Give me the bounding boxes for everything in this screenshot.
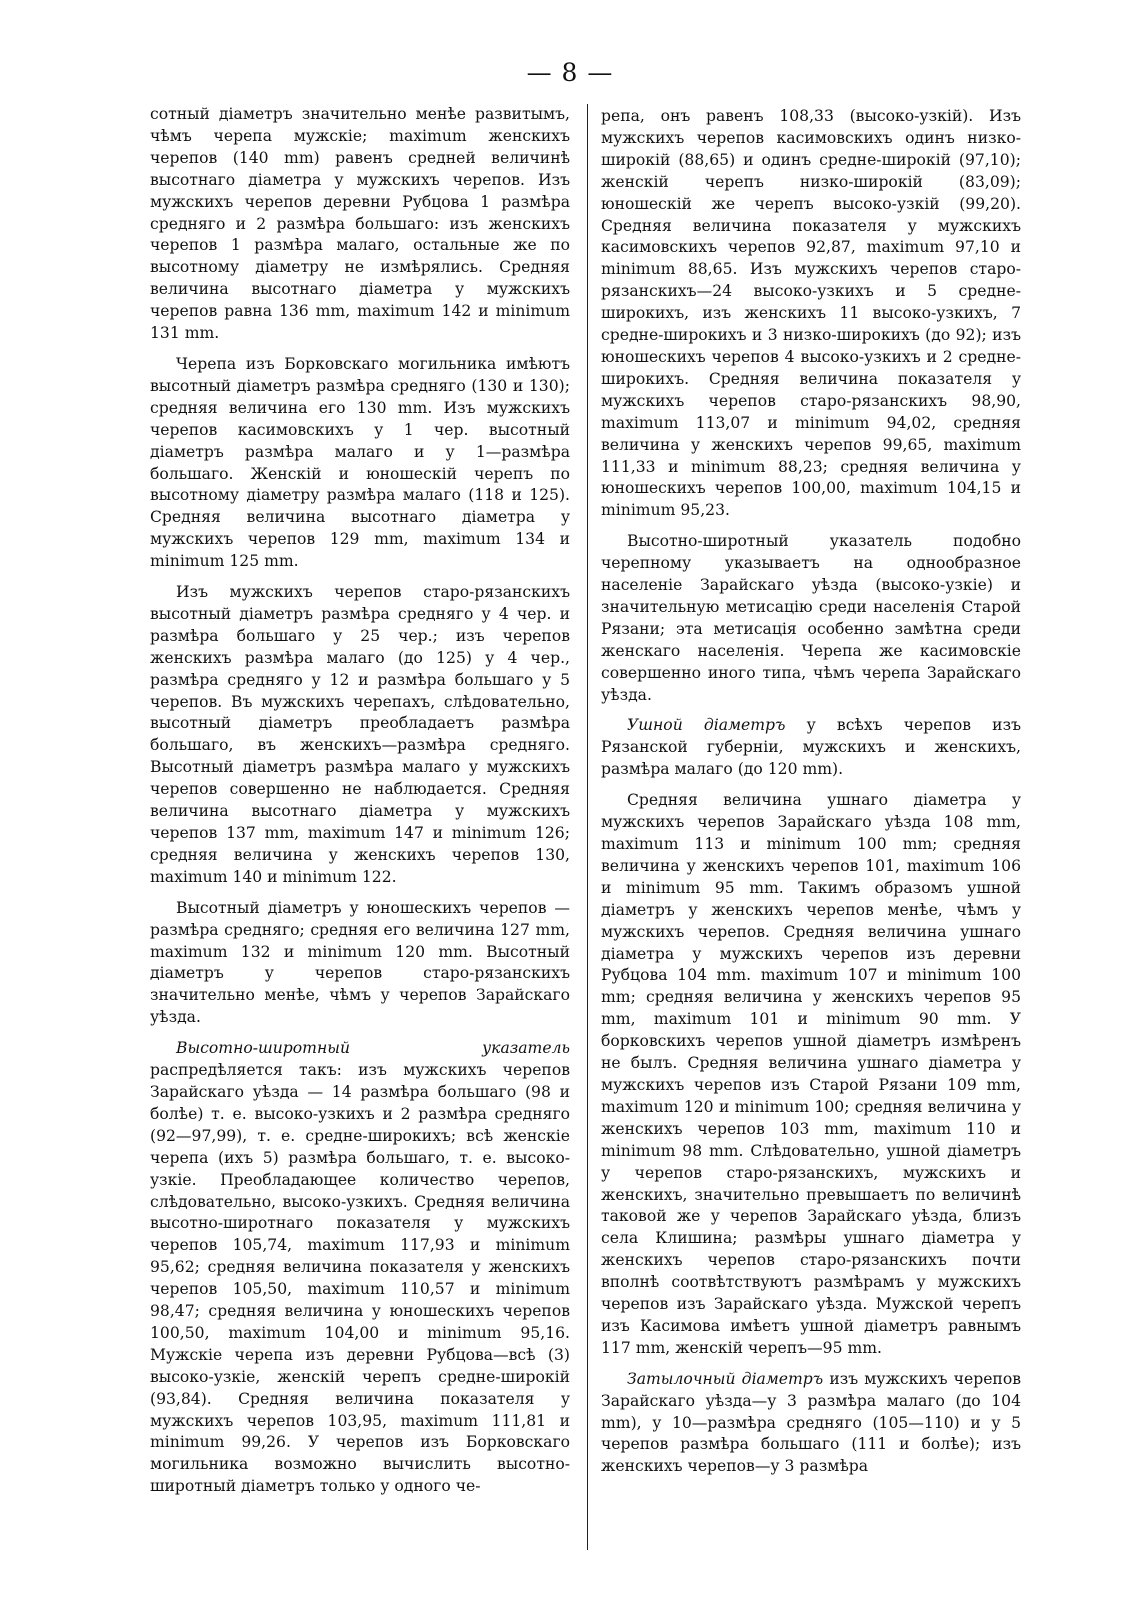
paragraph-text: сотный діаметръ значительно менѣе развитымъ, чѣмъ черепа мужскіе; maximum женскихъ черепов (140 mm) равенъ средней величинѣ высотнаго діаметра у мужскихъ черепов. Изъ мужскихъ черепов деревни Рубцова 1 размѣра средняго и 2 размѣра большаго: изъ женскихъ черепов 1 размѣра малаго, остальные же по высотному діаметру не измѣрялись. Средняя величина высотнаго діаметра у мужскихъ черепов равна 136 mm, maximum 142 и minimum 131 mm. — [150, 105, 570, 343]
paragraph-text: Высотно-широтный указатель подобно черепному указываетъ на однообразное населеніе Зарайскаго уѣзда (высоко-узкіе) и значительную метисацію среди населенія Старой Рязани; эта метисація особенно замѣтна среди женскаго населенія. Черепа же касимовскіе совершенно иного типа, чѣмъ черепа Зарайскаго уѣзда. — [601, 532, 1021, 704]
paragraph-text: Средняя величина ушнаго діаметра у мужскихъ черепов Зарайскаго уѣзда 108 mm, maximum 113 и minimum 100 mm; средняя величина у женскихъ черепов 101, maximum 106 и minimum 95 mm. Такимъ образомъ ушной діаметръ у женскихъ черепов менѣе, чѣмъ у мужскихъ черепов. Средняя величина ушнаго діаметра у мужскихъ черепов изъ деревни Рубцова 104 mm. maximum 107 и minimum 100 mm; средняя величина у женскихъ черепов 95 mm, maximum 101 и minimum 90 mm. У борковскихъ черепов ушной діаметръ измѣренъ не былъ. Средняя величина ушнаго діаметра у мужскихъ черепов изъ Старой Рязани 109 mm, maximum 120 и minimum 100; средняя величина у женскихъ черепов 103 mm, maximum 110 и minimum 98 mm. Слѣдовательно, ушной діаметръ у черепов старо-рязанскихъ, мужскихъ и женскихъ, значительно превышаетъ по величинѣ таковой же у черепов Зарайскаго уѣзда, близъ села Клишина; размѣры ушнаго діаметра у женскихъ черепов старо-рязанскихъ почти вполнѣ соотвѣтствуютъ размѣрамъ у мужскихъ черепов изъ Зарайскаго уѣзда. Мужской черепъ изъ Касимова имѣетъ ушной діаметръ равнымъ 117 mm, женскій черепъ—95 mm. — [601, 791, 1021, 1357]
paragraph — [601, 531, 1021, 706]
paragraph-text: у всѣхъ черепов изъ Рязанской губерніи, мужскихъ и женскихъ, размѣра малаго (до 120 mm). — [601, 716, 1022, 779]
paragraph-text: Черепа изъ Борковскаго могильника имѣютъ высотный діаметръ размѣра средняго (130 и 130); средняя величина его 130 mm. Изъ мужскихъ черепов касимовскихъ у 1 чер. высотный діаметръ размѣра малаго и у 1—размѣра большаго. Женскій и юношескій черепъ по высотному діаметру размѣра малаго (118 и 125). Средняя величина высотнаго діаметра у мужскихъ черепов 129 mm, maximum 134 и minimum 125 mm. — [150, 354, 570, 571]
section-term: Ушной діаметръ — [627, 716, 786, 735]
section-term: Высотно-широтный указатель — [176, 1039, 570, 1058]
paragraph — [150, 1038, 570, 1498]
paragraph-text: изъ мужскихъ черепов Зарайскаго уѣзда—у 3 размѣра малаго (до 104 mm), у 10—размѣра средняго (105—110) и у 5 черепов размѣра большаго (111 и болѣе); изъ женскихъ черепов—у 3 размѣра — [601, 1369, 1021, 1476]
paragraph — [601, 790, 1021, 1360]
paragraph-text: репа, онъ равенъ 108,33 (высоко-узкій). Изъ мужскихъ черепов касимовскихъ одинъ низко-широкій (88,65) и одинъ средне-широкій (97,10); женскій черепъ низко-широкій (83,09); юношескій же черепъ высоко-узкій (99,20). Средняя величина показателя у мужскихъ касимовскихъ черепов 92,87, maximum 97,10 и minimum 88,65. Изъ мужскихъ черепов старо-рязанскихъ—24 высоко-узкихъ и 5 средне-широкихъ, изъ женскихъ 11 высоко-узкихъ, 7 средне-широкихъ и 3 низко-широкихъ (до 92); изъ юношескихъ черепов 4 высоко-узкихъ и 2 средне-широкихъ. Средняя величина показателя у мужскихъ черепов старо-рязанскихъ 98,90, maximum 113,07 и minimum 94,02, средняя величина у женскихъ черепов 99,65, maximum 111,33 и minimum 88,23; средняя величина у юношескихъ черепов 100,00, maximum 104,15 и minimum 95,23. — [601, 107, 1021, 520]
paragraph — [601, 106, 1021, 522]
paragraph — [150, 898, 570, 1029]
page-number: — 8 — — [526, 58, 614, 87]
section-term: Затылочный діаметръ — [627, 1369, 824, 1388]
paragraph — [601, 1369, 1021, 1479]
left-column — [150, 104, 570, 1498]
right-column — [601, 106, 1021, 1478]
paragraph — [150, 354, 570, 573]
paragraph — [601, 715, 1021, 781]
paragraph-text: распредѣляется такъ: изъ мужскихъ черепов Зарайскаго уѣзда — 14 размѣра большаго (98 и болѣе) т. е. высоко-узкихъ и 2 размѣра средняго (92—97,99), т. е. средне-широкихъ; всѣ женскіе черепа (ихъ 5) размѣра большаго, т. е. высоко-узкіе. Преобладающее количество черепов, слѣдовательно, высоко-узкихъ. Средняя величина высотно-широтнаго показателя у мужскихъ черепов 105,74, maximum 117,93 и minimum 95,62; средняя величина показателя у женскихъ черепов 105,50, maximum 110,57 и minimum 98,47; средняя величина у юношескихъ черепов 100,50, maximum 104,00 и minimum 95,16. Мужскіе черепа изъ деревни Рубцова—всѣ (3) высоко-узкіе, женскій черепъ средне-широкій (93,84). Средняя величина показателя у мужскихъ черепов 103,95, maximum 111,81 и minimum 99,26. У черепов изъ Борковскаго могильника возможно вычислить высотно-широтный діаметръ только у одного че- — [150, 1061, 570, 1496]
paragraph-text: Изъ мужскихъ черепов старо-рязанскихъ высотный діаметръ размѣра средняго у 4 чер. и размѣра большаго у 25 чер.; изъ черепов женскихъ размѣра малаго (до 125) у 4 чер., размѣра средняго у 12 и размѣра большаго у 5 черепов. Въ мужскихъ черепахъ, слѣдовательно, высотный діаметръ преобладаетъ размѣра большаго, въ женскихъ—размѣра средняго. Высотный діаметръ размѣра малаго у мужскихъ черепов совершенно не наблюдается. Средняя величина высотнаго діаметра у мужскихъ черепов 137 mm, maximum 147 и minimum 126; средняя величина у женскихъ черепов 130, maximum 140 и minimum 122. — [150, 583, 570, 886]
paragraph-text: Высотный діаметръ у юношескихъ черепов — размѣра средняго; средняя его величина 127 mm, maximum 132 и minimum 120 mm. Высотный діаметръ у черепов старо-рязанскихъ значительно менѣе, чѣмъ у черепов Зарайскаго уѣзда. — [150, 898, 570, 1027]
paragraph — [150, 582, 570, 889]
column-divider — [587, 104, 588, 1550]
paragraph — [150, 104, 570, 345]
